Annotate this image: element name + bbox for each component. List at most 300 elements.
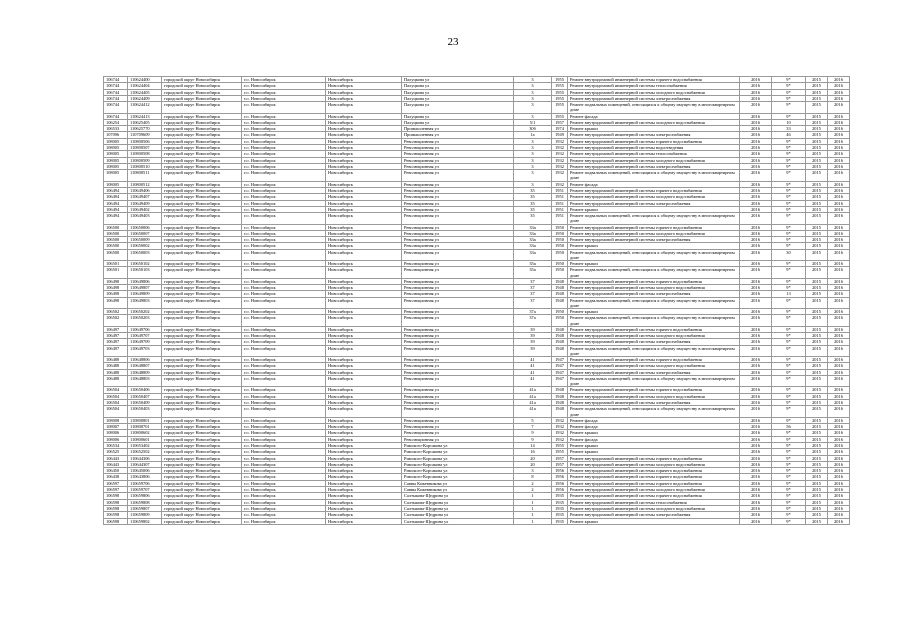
- cell-year-from: 2015: [806, 181, 828, 187]
- cell-note: 9*: [772, 243, 806, 249]
- cell-municipality: г.о. Новосибирск: [242, 151, 326, 157]
- cell-plan-year: 2016: [740, 417, 772, 423]
- cell-municipality: г.о. Новосибирск: [242, 224, 326, 230]
- cell-municipal-district: городской округ Новосибирск: [162, 113, 242, 119]
- cell-note: 9*: [772, 449, 806, 455]
- cell-settlement: Новосибирск: [326, 436, 402, 442]
- table-row: [104, 267, 850, 278]
- cell-street: Революционная ул: [402, 224, 514, 230]
- cell-street: Революционная ул: [402, 430, 514, 436]
- cell-year-to: 2016: [828, 315, 850, 326]
- cell-year-from: 2015: [806, 393, 828, 399]
- cell-build-year: 1932: [552, 138, 568, 144]
- cell-house-id: 106501: [104, 267, 128, 278]
- cell-house-number: 3: [514, 468, 552, 474]
- cell-note: 9*: [772, 170, 806, 181]
- cell-build-year: 1955: [552, 442, 568, 448]
- cell-house-id: 106500: [104, 249, 128, 260]
- cell-settlement: Новосибирск: [326, 455, 402, 461]
- cell-work-type: Ремонт внутридомовой инженерной системы холодного водоснабжения: [568, 230, 740, 236]
- cell-plan-year: 2016: [740, 480, 772, 486]
- cell-settlement: Новосибирск: [326, 406, 402, 417]
- page-number: 23: [447, 36, 459, 48]
- cell-plan-year: 2016: [740, 151, 772, 157]
- cell-house-id: 108005: [104, 138, 128, 144]
- cell-house-number: 41: [514, 363, 552, 369]
- cell-municipality: г.о. Новосибирск: [242, 430, 326, 436]
- cell-note: 9*: [772, 474, 806, 480]
- cell-build-year: 1932: [552, 163, 568, 169]
- cell-house-number: 41а: [514, 406, 552, 417]
- cell-house-number: 41: [514, 357, 552, 363]
- cell-work-type: Ремонт внутридомовой инженерной системы горячего водоснабжения: [568, 357, 740, 363]
- cell-settlement: Новосибирск: [326, 278, 402, 284]
- cell-street: Революционная ул: [402, 387, 514, 393]
- cell-work-id: 110800511: [128, 170, 162, 181]
- cell-house-id: 106598: [104, 499, 128, 505]
- cell-municipality: г.о. Новосибирск: [242, 369, 326, 375]
- cell-work-id: 110650002: [128, 243, 162, 249]
- cell-note: 9*: [772, 187, 806, 193]
- cell-street: Революционная ул: [402, 285, 514, 291]
- cell-year-to: 2016: [828, 369, 850, 375]
- cell-municipality: г.о. Новосибирск: [242, 315, 326, 326]
- cell-build-year: 1950: [552, 224, 568, 230]
- cell-municipal-district: городской округ Новосибирск: [162, 400, 242, 406]
- cell-house-id: 106488: [104, 376, 128, 387]
- cell-build-year: 1951: [552, 194, 568, 200]
- cell-work-type: Ремонт внутридомовой инженерной системы горячего водоснабжения: [568, 224, 740, 230]
- cell-house-number: 1: [514, 493, 552, 499]
- cell-street: Палуцкова ул: [402, 113, 514, 119]
- cell-build-year: 1932: [552, 417, 568, 423]
- cell-municipality: г.о. Новосибирск: [242, 436, 326, 442]
- cell-street: Революционная ул: [402, 376, 514, 387]
- cell-house-number: 39: [514, 333, 552, 339]
- cell-municipality: г.о. Новосибирск: [242, 480, 326, 486]
- cell-build-year: 1957: [552, 119, 568, 125]
- cell-settlement: Новосибирск: [326, 461, 402, 467]
- cell-municipal-district: городской округ Новосибирск: [162, 267, 242, 278]
- cell-house-number: 3: [514, 138, 552, 144]
- cell-house-number: 1а: [514, 132, 552, 138]
- cell-year-to: 2016: [828, 213, 850, 224]
- cell-plan-year: 2016: [740, 237, 772, 243]
- cell-municipality: г.о. Новосибирск: [242, 206, 326, 212]
- cell-note: 10: [772, 119, 806, 125]
- cell-municipal-district: городской округ Новосибирск: [162, 461, 242, 467]
- cell-year-to: 2016: [828, 339, 850, 345]
- cell-municipality: г.о. Новосибирск: [242, 363, 326, 369]
- cell-work-type: Ремонт внутридомовой инженерной системы холодного водоснабжения: [568, 157, 740, 163]
- cell-municipality: г.о. Новосибирск: [242, 249, 326, 260]
- cell-work-id: 110659806: [128, 493, 162, 499]
- cell-street: Палуцкова ул: [402, 119, 514, 125]
- cell-municipal-district: городской округ Новосибирск: [162, 430, 242, 436]
- cell-street: Римского-Корсакова ул: [402, 461, 514, 467]
- cell-settlement: Новосибирск: [326, 145, 402, 151]
- cell-work-id: 110649709: [128, 339, 162, 345]
- cell-municipality: г.о. Новосибирск: [242, 406, 326, 417]
- cell-street: Революционная ул: [402, 200, 514, 206]
- cell-work-type: Ремонт внутридомовой инженерной системы горячего водоснабжения: [568, 474, 740, 480]
- cell-year-from: 2015: [806, 194, 828, 200]
- cell-plan-year: 2016: [740, 249, 772, 260]
- cell-work-id: 110648803: [128, 376, 162, 387]
- cell-plan-year: 2016: [740, 102, 772, 113]
- cell-house-id: 106598: [104, 512, 128, 518]
- cell-build-year: 1948: [552, 333, 568, 339]
- cell-municipality: г.о. Новосибирск: [242, 449, 326, 455]
- cell-street: Салтыкова-Щедрина ул: [402, 493, 514, 499]
- cell-street: Революционная ул: [402, 333, 514, 339]
- cell-street: Революционная ул: [402, 230, 514, 236]
- cell-note: 9*: [772, 261, 806, 267]
- cell-year-to: 2016: [828, 333, 850, 339]
- cell-municipal-district: городской округ Новосибирск: [162, 77, 242, 83]
- cell-settlement: Новосибирск: [326, 243, 402, 249]
- cell-municipal-district: городской округ Новосибирск: [162, 474, 242, 480]
- cell-settlement: Новосибирск: [326, 206, 402, 212]
- cell-build-year: 1955: [552, 89, 568, 95]
- cell-year-to: 2016: [828, 243, 850, 249]
- cell-street: Революционная ул: [402, 194, 514, 200]
- cell-year-to: 2016: [828, 297, 850, 308]
- cell-plan-year: 2016: [740, 138, 772, 144]
- cell-year-from: 2015: [806, 95, 828, 101]
- cell-municipal-district: городской округ Новосибирск: [162, 487, 242, 493]
- cell-municipal-district: городской округ Новосибирск: [162, 512, 242, 518]
- cell-settlement: Новосибирск: [326, 113, 402, 119]
- cell-year-to: 2016: [828, 387, 850, 393]
- cell-build-year: 1932: [552, 181, 568, 187]
- cell-settlement: Новосибирск: [326, 430, 402, 436]
- cell-note: 9*: [772, 518, 806, 524]
- cell-work-id: 110659807: [128, 505, 162, 511]
- cell-municipality: г.о. Новосибирск: [242, 89, 326, 95]
- cell-plan-year: 2016: [740, 170, 772, 181]
- cell-street: Революционная ул: [402, 278, 514, 284]
- cell-work-id: 110624405: [128, 89, 162, 95]
- cell-settlement: Новосибирск: [326, 512, 402, 518]
- cell-house-number: 2: [514, 487, 552, 493]
- cell-house-number: 3: [514, 170, 552, 181]
- cell-build-year: 1935: [552, 499, 568, 505]
- cell-note: 9*: [772, 406, 806, 417]
- cell-house-number: 41а: [514, 387, 552, 393]
- cell-street: Промышленная ул: [402, 126, 514, 132]
- cell-work-id: 110649807: [128, 285, 162, 291]
- cell-street: Революционная ул: [402, 145, 514, 151]
- cell-work-id: 110624400: [128, 77, 162, 83]
- cell-municipality: г.о. Новосибирск: [242, 113, 326, 119]
- table-row: [104, 345, 850, 356]
- cell-street: Революционная ул: [402, 345, 514, 356]
- cell-house-number: 33а: [514, 224, 552, 230]
- cell-house-number: 37: [514, 297, 552, 308]
- cell-work-id: 110800510: [128, 163, 162, 169]
- cell-year-from: 2015: [806, 487, 828, 493]
- cell-street: Палуцкова ул: [402, 102, 514, 113]
- cell-work-id: 110650202: [128, 309, 162, 315]
- cell-municipality: г.о. Новосибирск: [242, 357, 326, 363]
- cell-house-id: 108005: [104, 151, 128, 157]
- cell-work-type: Ремонт крыши: [568, 126, 740, 132]
- cell-year-to: 2016: [828, 430, 850, 436]
- cell-year-to: 2016: [828, 455, 850, 461]
- cell-note: 9*: [772, 387, 806, 393]
- cell-municipal-district: городской округ Новосибирск: [162, 345, 242, 356]
- cell-note: 9*: [772, 400, 806, 406]
- cell-year-to: 2016: [828, 278, 850, 284]
- cell-work-type: Ремонт внутридомовой инженерной системы электроснабжения: [568, 95, 740, 101]
- cell-house-id: 106500: [104, 224, 128, 230]
- cell-year-to: 2016: [828, 406, 850, 417]
- cell-work-type: Ремонт фасада: [568, 424, 740, 430]
- cell-year-to: 2016: [828, 249, 850, 260]
- cell-plan-year: 2016: [740, 493, 772, 499]
- cell-work-id: 110650103: [128, 267, 162, 278]
- cell-work-type: Ремонт внутридомовой инженерной системы электроснабжения: [568, 237, 740, 243]
- cell-house-id: 108006: [104, 430, 128, 436]
- cell-settlement: Новосибирск: [326, 163, 402, 169]
- cell-house-number: 41а: [514, 393, 552, 399]
- cell-note: 9*: [772, 493, 806, 499]
- cell-street: Революционная ул: [402, 297, 514, 308]
- cell-year-to: 2016: [828, 77, 850, 83]
- cell-street: Революционная ул: [402, 393, 514, 399]
- cell-plan-year: 2016: [740, 345, 772, 356]
- cell-build-year: 1956: [552, 480, 568, 486]
- cell-build-year: 1951: [552, 206, 568, 212]
- cell-street: Римского-Корсакова ул: [402, 455, 514, 461]
- cell-settlement: Новосибирск: [326, 267, 402, 278]
- cell-note: 33: [772, 126, 806, 132]
- cell-municipal-district: городской округ Новосибирск: [162, 181, 242, 187]
- cell-settlement: Новосибирск: [326, 424, 402, 430]
- cell-year-from: 2015: [806, 206, 828, 212]
- cell-plan-year: 2016: [740, 230, 772, 236]
- cell-year-from: 2015: [806, 126, 828, 132]
- cell-work-id: 110800506: [128, 138, 162, 144]
- cell-settlement: Новосибирск: [326, 200, 402, 206]
- cell-street: Революционная ул: [402, 357, 514, 363]
- cell-build-year: 1950: [552, 315, 568, 326]
- cell-work-type: Ремонт фасада: [568, 113, 740, 119]
- cell-house-number: 20: [514, 455, 552, 461]
- cell-year-from: 2015: [806, 449, 828, 455]
- cell-note: 9*: [772, 487, 806, 493]
- cell-build-year: 1950: [552, 261, 568, 267]
- cell-house-number: 20: [514, 461, 552, 467]
- cell-work-id: 110800512: [128, 181, 162, 187]
- cell-house-id: 106598: [104, 505, 128, 511]
- cell-house-id: 106488: [104, 363, 128, 369]
- cell-house-id: 106744: [104, 95, 128, 101]
- cell-work-id: 110659809: [128, 512, 162, 518]
- cell-municipality: г.о. Новосибирск: [242, 285, 326, 291]
- cell-municipality: г.о. Новосибирск: [242, 487, 326, 493]
- cell-year-from: 2015: [806, 499, 828, 505]
- cell-build-year: 1932: [552, 145, 568, 151]
- cell-plan-year: 2016: [740, 291, 772, 297]
- cell-street: Революционная ул: [402, 417, 514, 423]
- cell-street: Революционная ул: [402, 315, 514, 326]
- cell-work-type: Ремонт подвальных помещений, относящихся к общему имуществу в многоквартирном доме: [568, 213, 740, 224]
- cell-build-year: 1947: [552, 363, 568, 369]
- cell-settlement: Новосибирск: [326, 126, 402, 132]
- cell-plan-year: 2016: [740, 430, 772, 436]
- cell-work-id: 110649407: [128, 194, 162, 200]
- cell-plan-year: 2016: [740, 83, 772, 89]
- cell-year-to: 2016: [828, 363, 850, 369]
- cell-work-type: Ремонт внутридомовой инженерной системы электроснабжения: [568, 339, 740, 345]
- cell-note: 9*: [772, 213, 806, 224]
- cell-house-id: 108005: [104, 181, 128, 187]
- cell-municipality: г.о. Новосибирск: [242, 505, 326, 511]
- cell-house-number: 37: [514, 285, 552, 291]
- cell-settlement: Новосибирск: [326, 187, 402, 193]
- cell-municipal-district: городской округ Новосибирск: [162, 393, 242, 399]
- cell-house-number: 37а: [514, 309, 552, 315]
- cell-municipal-district: городской округ Новосибирск: [162, 505, 242, 511]
- cell-note: 9*: [772, 194, 806, 200]
- cell-house-id: 106504: [104, 400, 128, 406]
- cell-settlement: Новосибирск: [326, 170, 402, 181]
- cell-municipal-district: городской округ Новосибирск: [162, 406, 242, 417]
- cell-work-type: Ремонт внутридомовой инженерной системы электроснабжения: [568, 200, 740, 206]
- cell-plan-year: 2016: [740, 206, 772, 212]
- cell-year-from: 2015: [806, 512, 828, 518]
- cell-build-year: 1947: [552, 376, 568, 387]
- cell-house-number: 3: [514, 145, 552, 151]
- cell-year-to: 2016: [828, 474, 850, 480]
- cell-municipal-district: городской округ Новосибирск: [162, 449, 242, 455]
- cell-municipality: г.о. Новосибирск: [242, 243, 326, 249]
- cell-year-from: 2015: [806, 297, 828, 308]
- cell-municipal-district: городской округ Новосибирск: [162, 291, 242, 297]
- cell-house-id: 106497: [104, 333, 128, 339]
- cell-plan-year: 2016: [740, 77, 772, 83]
- cell-note: 9*: [772, 206, 806, 212]
- cell-street: Революционная ул: [402, 187, 514, 193]
- cell-plan-year: 2016: [740, 393, 772, 399]
- cell-year-from: 2015: [806, 113, 828, 119]
- cell-house-id: 106498: [104, 291, 128, 297]
- cell-plan-year: 2016: [740, 387, 772, 393]
- table-row: [104, 297, 850, 308]
- cell-plan-year: 2016: [740, 224, 772, 230]
- cell-house-id: 106488: [104, 369, 128, 375]
- cell-build-year: 1935: [552, 505, 568, 511]
- cell-build-year: 1948: [552, 285, 568, 291]
- cell-year-from: 2015: [806, 480, 828, 486]
- cell-build-year: 1956: [552, 474, 568, 480]
- cell-settlement: Новосибирск: [326, 387, 402, 393]
- cell-note: 9*: [772, 77, 806, 83]
- cell-work-id: 110624409: [128, 95, 162, 101]
- cell-note: 9*: [772, 285, 806, 291]
- cell-municipal-district: городской округ Новосибирск: [162, 230, 242, 236]
- cell-municipal-district: городской округ Новосибирск: [162, 119, 242, 125]
- cell-year-from: 2015: [806, 493, 828, 499]
- cell-work-type: Ремонт внутридомовой инженерной системы теплоснабжения: [568, 83, 740, 89]
- cell-settlement: Новосибирск: [326, 297, 402, 308]
- cell-note: 9*: [772, 138, 806, 144]
- cell-work-type: Ремонт внутридомовой инженерной системы горячего водоснабжения: [568, 326, 740, 332]
- cell-municipal-district: городской округ Новосибирск: [162, 376, 242, 387]
- cell-year-to: 2016: [828, 151, 850, 157]
- cell-work-type: Ремонт внутридомовой инженерной системы холодного водоснабжения: [568, 505, 740, 511]
- cell-work-id: 110649707: [128, 333, 162, 339]
- cell-build-year: 1932: [552, 170, 568, 181]
- cell-street: Революционная ул: [402, 291, 514, 297]
- cell-house-id: 106502: [104, 315, 128, 326]
- cell-build-year: 1948: [552, 291, 568, 297]
- cell-year-from: 2015: [806, 339, 828, 345]
- cell-house-id: 106494: [104, 194, 128, 200]
- cell-street: Революционная ул: [402, 326, 514, 332]
- cell-street: Палуцкова ул: [402, 83, 514, 89]
- cell-house-number: 33а: [514, 243, 552, 249]
- cell-municipal-district: городской округ Новосибирск: [162, 326, 242, 332]
- cell-work-id: 110659808: [128, 499, 162, 505]
- cell-house-id: 106254: [104, 119, 128, 125]
- cell-municipality: г.о. Новосибирск: [242, 102, 326, 113]
- cell-municipality: г.о. Новосибирск: [242, 417, 326, 423]
- cell-street: Римского-Корсакова ул: [402, 474, 514, 480]
- cell-year-from: 2015: [806, 505, 828, 511]
- cell-plan-year: 2016: [740, 474, 772, 480]
- cell-year-to: 2016: [828, 181, 850, 187]
- cell-house-number: 41а: [514, 400, 552, 406]
- cell-plan-year: 2016: [740, 181, 772, 187]
- cell-house-id: 108005: [104, 163, 128, 169]
- cell-work-type: Ремонт внутридомовой инженерной системы горячего водоснабжения: [568, 387, 740, 393]
- cell-build-year: 1948: [552, 400, 568, 406]
- cell-municipal-district: городской округ Новосибирск: [162, 297, 242, 308]
- cell-settlement: Новосибирск: [326, 518, 402, 524]
- cell-build-year: 1932: [552, 424, 568, 430]
- cell-work-id: 110650406: [128, 387, 162, 393]
- cell-year-to: 2016: [828, 499, 850, 505]
- cell-municipality: г.о. Новосибирск: [242, 157, 326, 163]
- cell-municipal-district: городской округ Новосибирск: [162, 95, 242, 101]
- cell-year-to: 2016: [828, 376, 850, 387]
- cell-year-to: 2016: [828, 285, 850, 291]
- cell-municipality: г.о. Новосибирск: [242, 170, 326, 181]
- cell-house-number: 37а: [514, 315, 552, 326]
- cell-municipal-district: городской округ Новосибирск: [162, 480, 242, 486]
- cell-municipal-district: городской округ Новосибирск: [162, 132, 242, 138]
- cell-work-id: 110650102: [128, 261, 162, 267]
- cell-house-id: 106533: [104, 126, 128, 132]
- cell-build-year: 1948: [552, 339, 568, 345]
- cell-municipal-district: городской округ Новосибирск: [162, 224, 242, 230]
- cell-municipality: г.о. Новосибирск: [242, 512, 326, 518]
- cell-note: 46: [772, 132, 806, 138]
- cell-year-from: 2015: [806, 278, 828, 284]
- cell-work-id: 110650006: [128, 224, 162, 230]
- cell-house-id: 106443: [104, 455, 128, 461]
- cell-municipality: г.о. Новосибирск: [242, 126, 326, 132]
- cell-municipal-district: городской округ Новосибирск: [162, 138, 242, 144]
- cell-note: 9*: [772, 376, 806, 387]
- cell-settlement: Новосибирск: [326, 357, 402, 363]
- table-row: [104, 213, 850, 224]
- cell-municipality: г.о. Новосибирск: [242, 499, 326, 505]
- cell-year-from: 2015: [806, 376, 828, 387]
